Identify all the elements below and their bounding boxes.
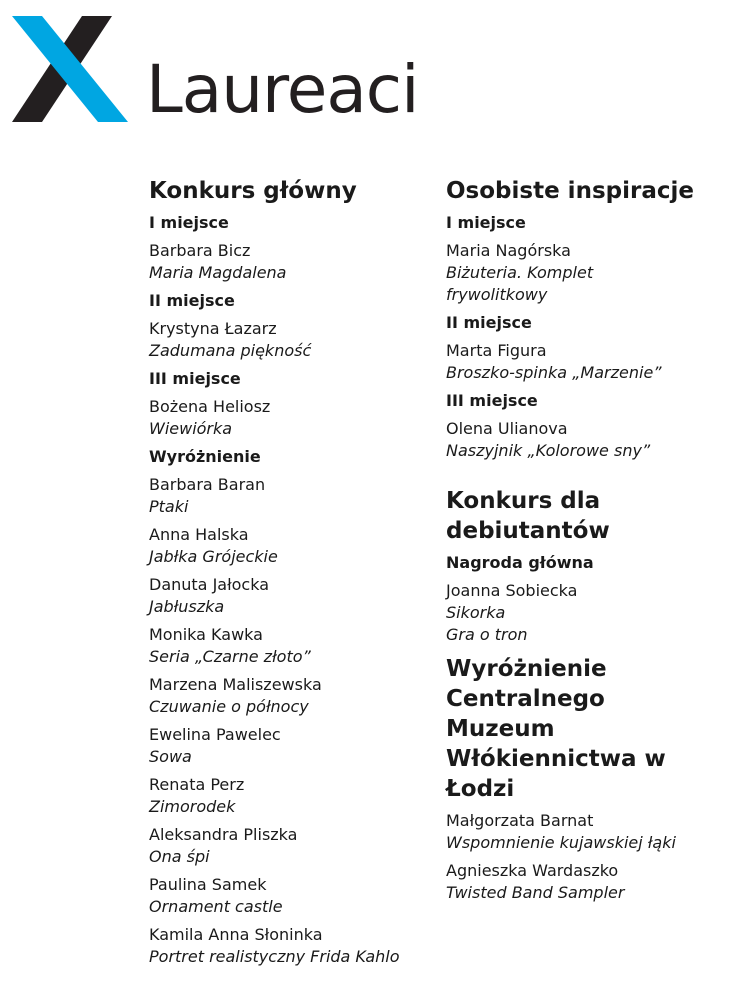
work-title: Ornament castle bbox=[149, 897, 283, 916]
work-title: Portret realistyczny Frida Kahlo bbox=[149, 947, 400, 966]
work-title: Gra o tron bbox=[446, 625, 528, 644]
winner-name: Krystyna Łazarz bbox=[149, 319, 277, 338]
work-title: Sowa bbox=[149, 747, 192, 766]
winner-entry bbox=[149, 824, 439, 868]
work-title: Czuwanie o północy bbox=[149, 697, 309, 716]
work-title: Ona śpi bbox=[149, 847, 210, 866]
winner-entry bbox=[446, 860, 732, 904]
winner-entry bbox=[446, 340, 732, 384]
winner-name: Kamila Anna Słoninka bbox=[149, 925, 323, 944]
winner-name: Joanna Sobiecka bbox=[446, 581, 578, 600]
work-title: Broszko-spinka „Marzenie” bbox=[446, 363, 662, 382]
work-title: Sikorka bbox=[446, 603, 506, 622]
work-title: Zimorodek bbox=[149, 797, 236, 816]
winner-name: Bożena Heliosz bbox=[149, 397, 271, 416]
winner-entry bbox=[149, 318, 439, 362]
winner-entry bbox=[149, 724, 439, 768]
winner-entry bbox=[149, 524, 439, 568]
winner-name: Maria Nagórska bbox=[446, 241, 571, 260]
work-title: Seria „Czarne złoto” bbox=[149, 647, 311, 666]
winner-name: Barbara Baran bbox=[149, 475, 266, 494]
winner-name: Paulina Samek bbox=[149, 875, 267, 894]
winner-name: Ewelina Pawelec bbox=[149, 725, 281, 744]
place-label: II miejsce bbox=[446, 313, 532, 332]
winner-entry bbox=[446, 810, 732, 854]
work-title: Wspomnienie kujawskiej łąki bbox=[446, 833, 676, 852]
place-label: III miejsce bbox=[446, 391, 538, 410]
winner-entry bbox=[149, 474, 439, 518]
distinction-label: Wyróżnienie bbox=[149, 447, 261, 466]
winner-entry bbox=[149, 240, 439, 284]
work-title: Jabłuszka bbox=[149, 597, 225, 616]
other-competitions-column bbox=[446, 176, 732, 904]
winner-name: Monika Kawka bbox=[149, 625, 263, 644]
winner-entry bbox=[149, 924, 439, 968]
winner-name: Aleksandra Pliszka bbox=[149, 825, 298, 844]
winner-name: Barbara Bicz bbox=[149, 241, 251, 260]
winner-entry bbox=[446, 580, 732, 646]
work-title: Biżuteria. Komplet frywolitkowy bbox=[446, 263, 594, 304]
winner-name: Agnieszka Wardaszko bbox=[446, 861, 619, 880]
winner-entry bbox=[149, 674, 439, 718]
main-competition-column bbox=[149, 176, 439, 968]
section-title-main: Konkurs główny bbox=[149, 178, 357, 204]
winner-entry bbox=[149, 574, 439, 618]
work-title: Ptaki bbox=[149, 497, 189, 516]
section-title-inspiracje: Osobiste inspiracje bbox=[446, 178, 694, 204]
work-title: Jabłka Grójeckie bbox=[149, 547, 278, 566]
winner-entry bbox=[446, 240, 732, 306]
winner-name: Marta Figura bbox=[446, 341, 547, 360]
work-title: Wiewiórka bbox=[149, 419, 233, 438]
section-title-debiutanci: Konkurs dla debiutantów bbox=[446, 488, 610, 544]
winner-entry bbox=[149, 774, 439, 818]
winner-entry bbox=[149, 874, 439, 918]
winner-name: Małgorzata Barnat bbox=[446, 811, 594, 830]
work-title: Maria Magdalena bbox=[149, 263, 287, 282]
section-title-muzeum: Wyróżnienie Centralnego Muzeum Włókiennictwa w Łodzi bbox=[446, 656, 666, 802]
place-label: III miejsce bbox=[149, 369, 241, 388]
page-title: Laureaci bbox=[146, 51, 419, 128]
x-logo-icon bbox=[12, 16, 128, 122]
place-label: I miejsce bbox=[446, 213, 526, 232]
prize-label: Nagroda główna bbox=[446, 553, 594, 572]
work-title: Twisted Band Sampler bbox=[446, 883, 625, 902]
work-title: Zadumana piękność bbox=[149, 341, 312, 360]
winner-name: Anna Halska bbox=[149, 525, 249, 544]
winner-entry bbox=[446, 418, 732, 462]
winner-name: Marzena Maliszewska bbox=[149, 675, 322, 694]
winner-name: Renata Perz bbox=[149, 775, 245, 794]
place-label: II miejsce bbox=[149, 291, 235, 310]
winner-entry bbox=[149, 396, 439, 440]
winner-name: Danuta Jałocka bbox=[149, 575, 270, 594]
winner-name: Olena Ulianova bbox=[446, 419, 568, 438]
place-label: I miejsce bbox=[149, 213, 229, 232]
work-title: Naszyjnik „Kolorowe sny” bbox=[446, 441, 651, 460]
winner-entry bbox=[149, 624, 439, 668]
